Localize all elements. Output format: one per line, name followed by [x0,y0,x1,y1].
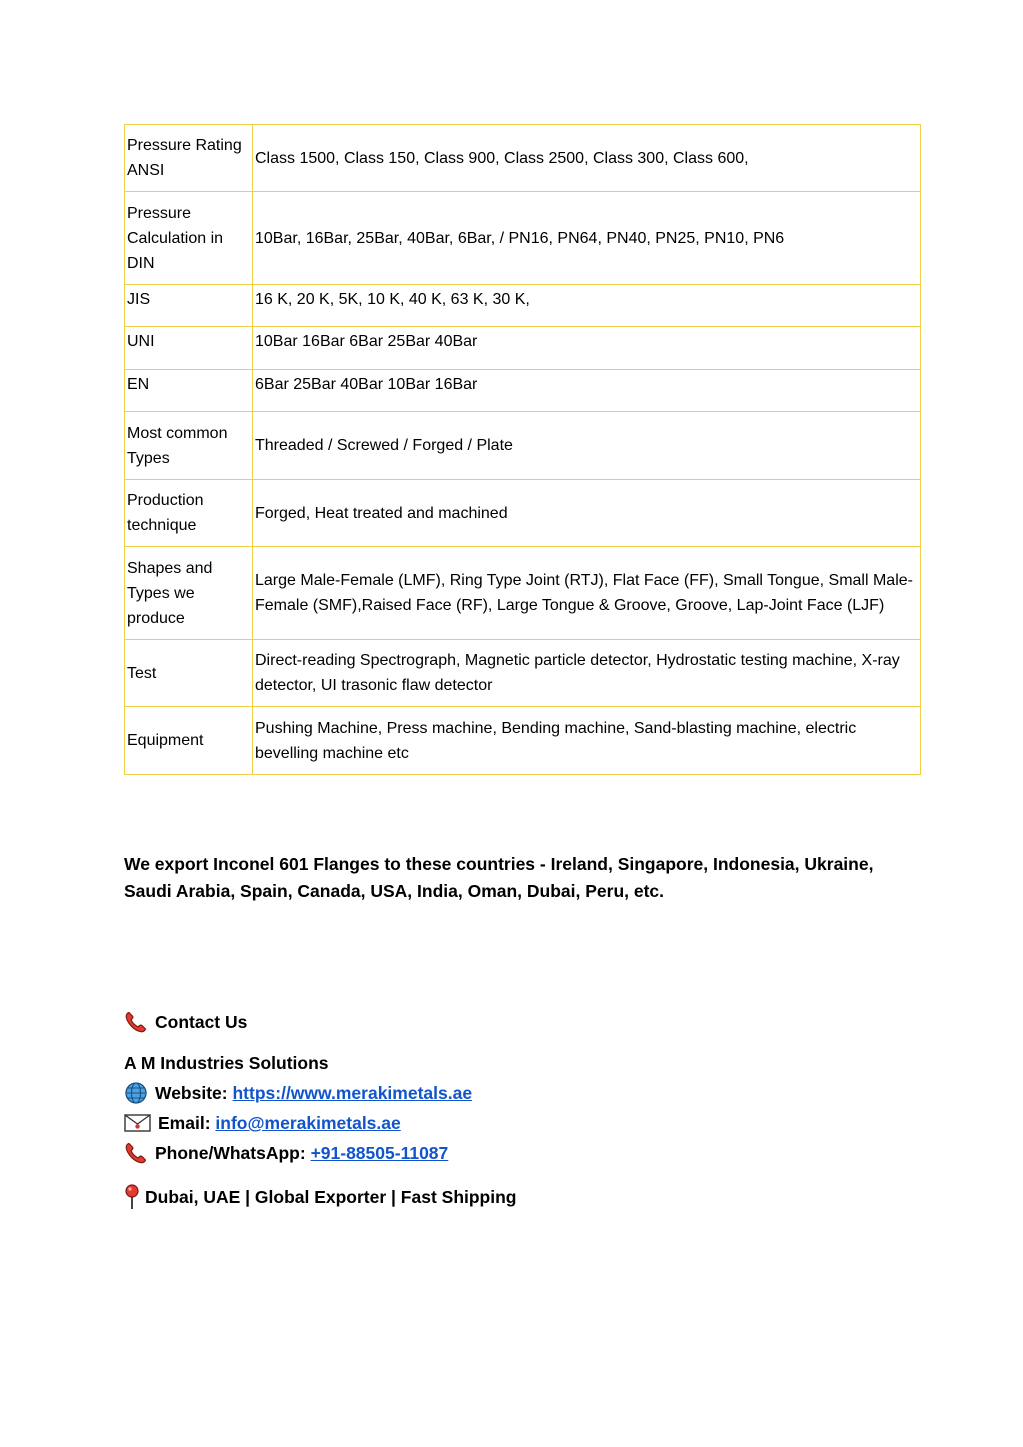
email-link[interactable]: info@merakimetals.ae [215,1113,401,1133]
website-line [124,1081,472,1105]
globe-icon [124,1081,148,1105]
export-countries-text: We export Inconel 601 Flanges to these countries - Ireland, Singapore, Indonesia, Ukraine, Saudi Arabia, Spain, Canada, USA, India, Oman, Dubai, Peru, etc. [124,854,874,901]
table-row [125,480,921,547]
table-row [125,327,921,370]
phone-link[interactable]: +91-88505-11087 [310,1143,449,1163]
row-label: Equipment [125,707,253,775]
row-label: UNI [125,327,253,370]
row-label: Pressure Rating ANSI [125,125,253,192]
row-label: Shapes and Types we produce [125,547,253,640]
contact-heading-text: Contact Us [155,1012,248,1032]
row-value: Direct-reading Spectrograph, Magnetic particle detector, Hydrostatic testing machine, X-ray detector, UI trasonic flaw detector [253,640,921,707]
row-value: Threaded / Screwed / Forged / Plate [253,412,921,480]
contact-heading [124,1010,247,1034]
row-value: Large Male-Female (LMF), Ring Type Joint (RTJ), Flat Face (FF), Small Tongue, Small Male-Female (SMF),Raised Face (RF), Large Tongue & Groove, Groove, Lap-Joint Face (LJF) [253,547,921,640]
row-label: EN [125,370,253,412]
phone-line [124,1141,448,1165]
table-row [125,412,921,480]
row-label: JIS [125,285,253,327]
table-row [125,125,921,192]
location-line [124,1184,517,1210]
company-name [124,1051,329,1075]
row-label: Pressure Calculation in DIN [125,192,253,285]
company-name-text: A M Industries Solutions [124,1053,329,1073]
phone-label: Phone/WhatsApp: [155,1143,306,1163]
row-value: 16 K, 20 K, 5K, 10 K, 40 K, 63 K, 30 K, [253,285,921,327]
location-text: Dubai, UAE | Global Exporter | Fast Shipping [145,1187,517,1207]
table-row [125,707,921,775]
row-value: 6Bar 25Bar 40Bar 10Bar 16Bar [253,370,921,412]
table-row [125,547,921,640]
row-label: Production technique [125,480,253,547]
website-label: Website: [155,1083,228,1103]
round-pushpin-icon [124,1184,140,1210]
row-label: Most common Types [125,412,253,480]
email-line [124,1111,401,1135]
envelope-icon [124,1113,151,1133]
row-value: 10Bar, 16Bar, 25Bar, 40Bar, 6Bar, / PN16, PN64, PN40, PN25, PN10, PN6 [253,192,921,285]
row-value: Class 1500, Class 150, Class 900, Class 2500, Class 300, Class 600, [253,125,921,192]
row-value: Pushing Machine, Press machine, Bending machine, Sand-blasting machine, electric bevelling machine etc [253,707,921,775]
row-label: Test [125,640,253,707]
email-label: Email: [158,1113,211,1133]
row-value: Forged, Heat treated and machined [253,480,921,547]
row-value: 10Bar 16Bar 6Bar 25Bar 40Bar [253,327,921,370]
specification-table [124,124,921,775]
table-row [125,370,921,412]
table-row [125,192,921,285]
website-link[interactable]: https://www.merakimetals.ae [232,1083,473,1103]
table-row [125,640,921,707]
table-row [125,285,921,327]
telephone-receiver-icon [124,1141,148,1165]
telephone-receiver-icon [124,1010,148,1034]
